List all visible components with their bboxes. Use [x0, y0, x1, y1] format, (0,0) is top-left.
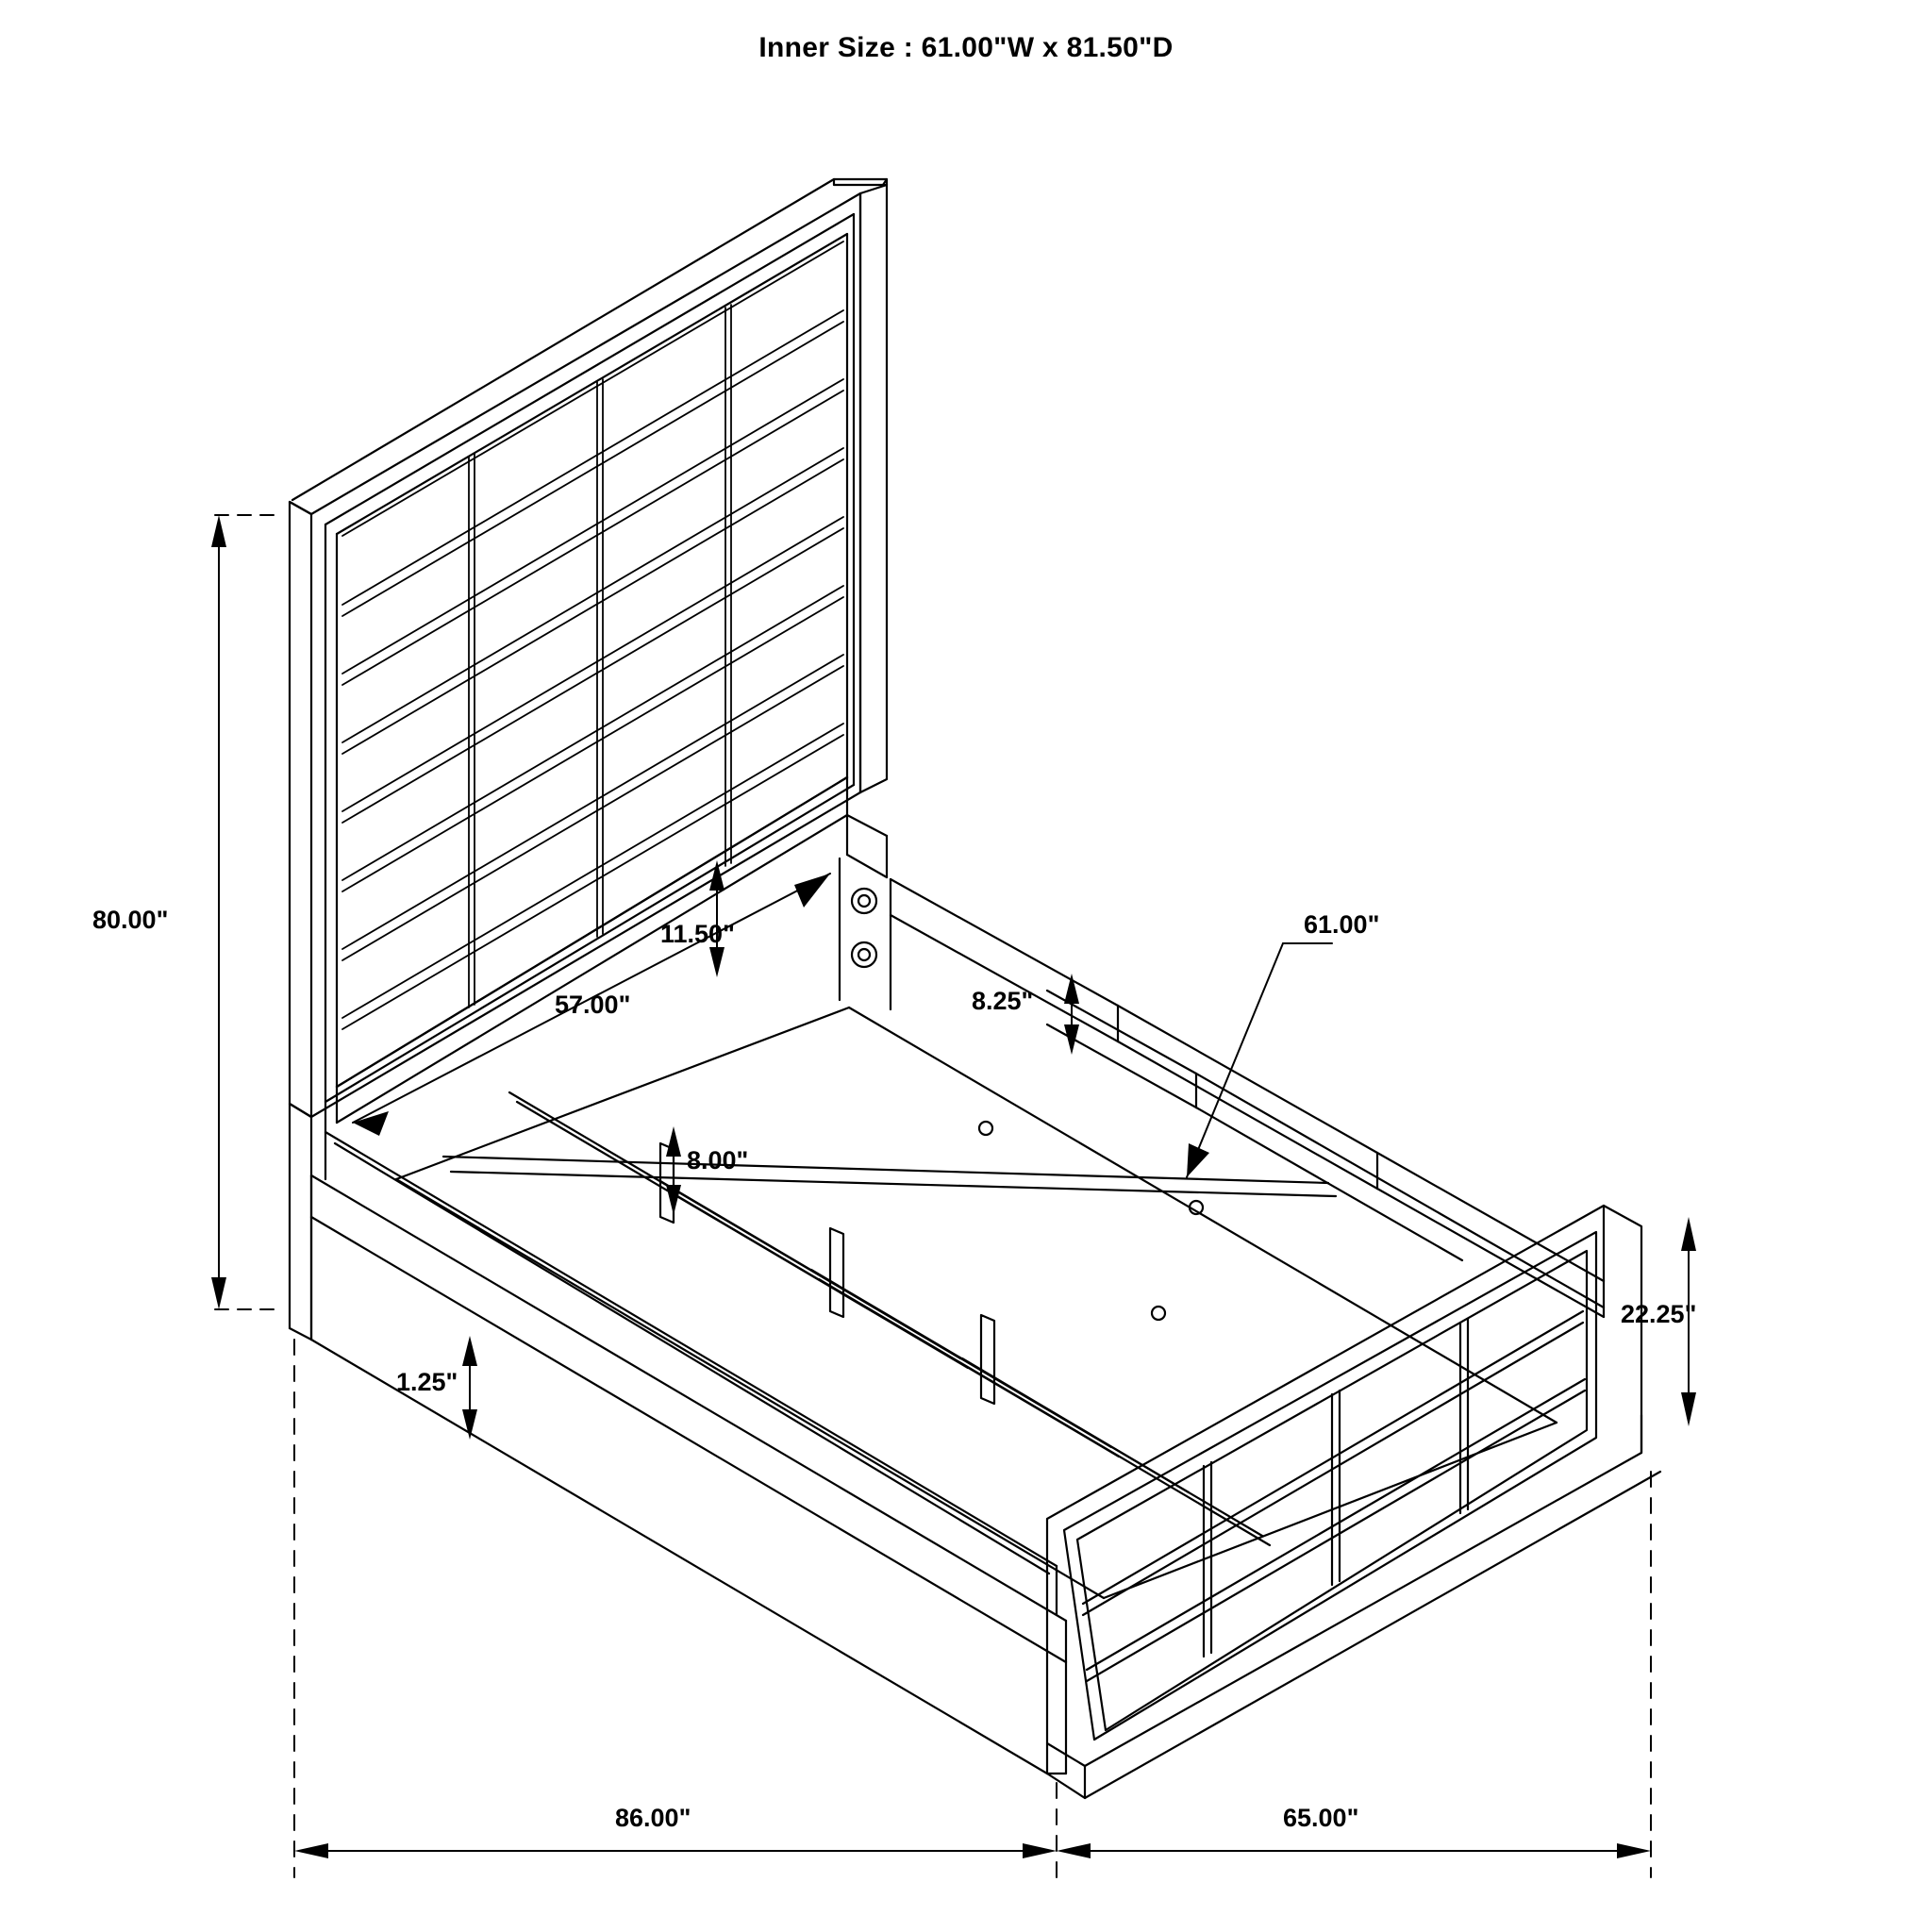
dimension-label-headboard-height: 80.00"	[92, 906, 169, 934]
dimension-label-overall-length: 86.00"	[615, 1804, 691, 1832]
dimension-label-overall-width: 65.00"	[1283, 1804, 1359, 1832]
dimension-label-side-rail-height: 8.25"	[972, 987, 1034, 1015]
dimension-label-center-support-height: 8.00"	[687, 1146, 749, 1174]
bed-frame	[311, 815, 1604, 1774]
page-title: Inner Size : 61.00"W x 81.50"D	[758, 32, 1174, 63]
headboard-tufting	[342, 242, 843, 1029]
dimension-label-headboard-panel-width: 57.00"	[555, 991, 631, 1019]
headboard-frame	[290, 179, 887, 1117]
dimension-label-footboard-height: 22.25"	[1621, 1300, 1697, 1328]
dimension-label-interior-width: 61.00"	[1304, 910, 1380, 939]
dimension-label-headboard-lower-rail: 11.50"	[660, 920, 735, 948]
dimension-label-rail-thickness: 1.25"	[396, 1368, 458, 1396]
